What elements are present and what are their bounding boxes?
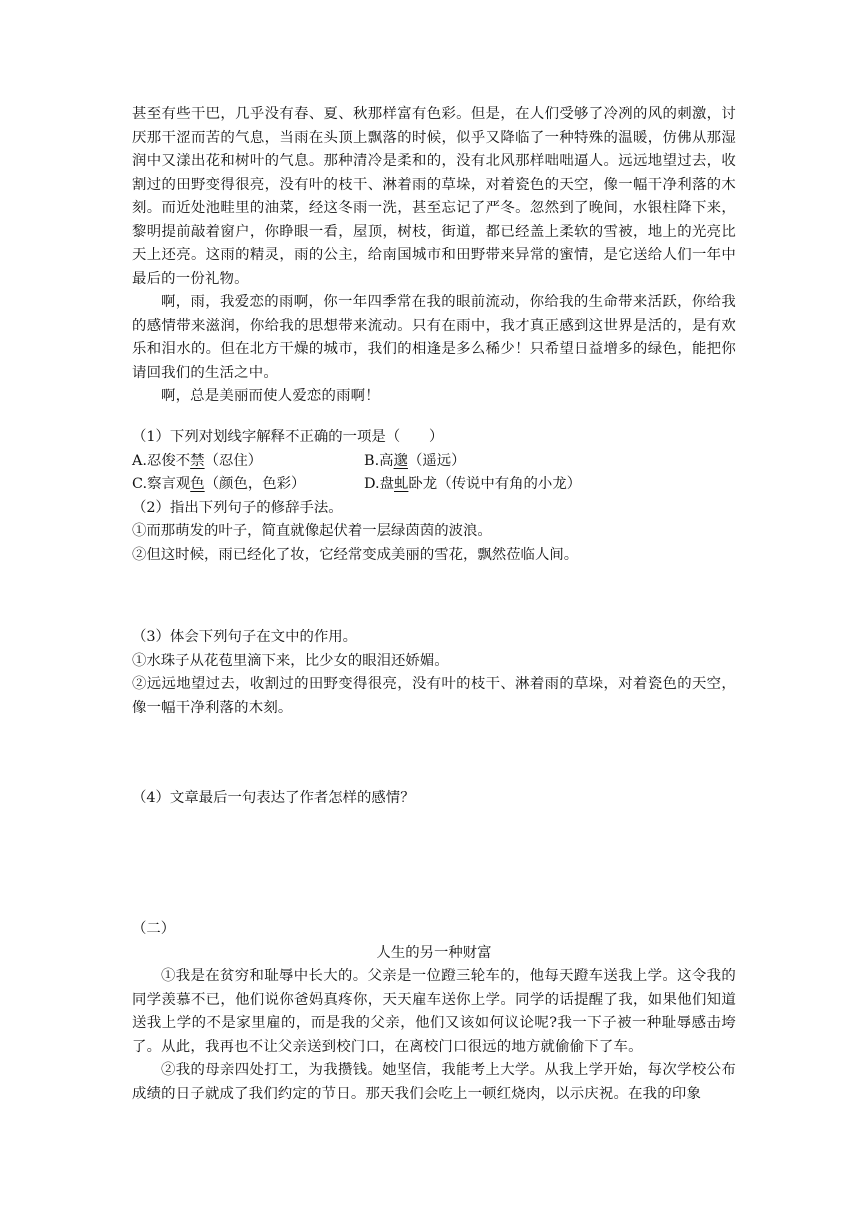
question-3 (132, 626, 736, 720)
question-2-sentence-2: ②但这时候，雨已经化了妆，它经常变成美丽的雪花，飘然莅临人间。 (132, 546, 579, 563)
option-d: D.盘虬卧龙（传说中有角的小龙） (364, 476, 582, 492)
paragraph-rain-love: 啊，雨，我爱恋的雨啊，你一年四季常在我的眼前流动，你给我的生命带来活跃，你给我的感情带来滋润，你给我的思想带来流动。只有在雨中，我才真正感到这世界是活的，是有欢乐和泪水的。但在北方干燥的城市，我们的相逢是多么稀少！只希望日益增多的绿色，能把你请回我们的生活之中。 (132, 294, 736, 381)
options-row-2 (132, 473, 736, 497)
question-1 (132, 426, 736, 567)
question-3-stem: （3）体会下列句子在文中的作用。 (132, 629, 358, 645)
option-b: B.高邈（遥远） (364, 452, 466, 469)
paragraph-1: ①我是在贫穷和耻辱中长大的。父亲是一位蹬三轮车的，他每天蹬车送我上学。这令我的同学羡慕不已，他们说你爸妈真疼你，天天雇车送你上学。同学的话提醒了我，如果他们知道送我上学的不是家里雇的，而是我的父亲，他们又该如何议论呢?我一下子被一种耻辱感击垮了。从此，我再也不让父亲送到校门口，在离校门口很远的地方就偷偷下了车。 (132, 968, 736, 1055)
question-1-stem: （1）下列对划线字解释不正确的一项是（ ） (132, 429, 444, 445)
question-3-sentence-1: ①水珠子从花苞里滴下来，比少女的眼泪还娇媚。 (132, 652, 449, 669)
passage-one (132, 103, 736, 409)
underlined-char-d: 虬 (394, 476, 409, 492)
paragraph-2: ②我的母亲四处打工，为我攒钱。她坚信，我能考上大学。从我上学开始，每次学校公布成绩的日子就成了我们约定的节日。那天我们会吃上一顿红烧肉，以示庆祝。在我的印象 (132, 1062, 736, 1102)
question-2-sentence-1: ①而那萌发的叶子，简直就像起伏着一层绿茵茵的波浪。 (132, 523, 492, 539)
question-4 (132, 787, 736, 811)
paragraph-continued: 甚至有些干巴，几乎没有春、夏、秋那样富有色彩。但是，在人们受够了冷冽的风的刺激，讨厌那干涩而苦的气息，当雨在头顶上飘落的时候，似乎又降临了一种特殊的温暖，仿佛从那湿润中又漾出花和树叶的气息。那种清冷是柔和的，没有北风那样咄咄逼人。远远地望过去，收割过的田野变得很亮，没有叶的枝干、淋着雨的草垛，对着瓷色的天空，像一幅干净利落的木刻。而近处池畦里的油菜，经这冬雨一洗，甚至忘记了严冬。忽然到了晚间，水银柱降下来，黎明提前敲着窗户，你睁眼一看，屋顶，树枝，街道，都已经盖上柔软的雪被，地上的光亮比天上还亮。这雨的精灵，雨的公主，给南国城市和田野带来异常的蜜情，是它送给人们一年中最后的一份礼物。 (132, 106, 736, 287)
question-3-sentence-2: ②远远地望过去，收割过的田野变得很亮，没有叶的枝干、淋着雨的草垛，对着瓷色的天空，像一幅干净利落的木刻。 (132, 676, 736, 716)
question-2-stem: （2）指出下列句子的修辞手法。 (132, 499, 343, 516)
section-number: （二） (132, 921, 176, 937)
passage-two (132, 918, 736, 1106)
option-c: C.察言观色（颜色，色彩） (132, 476, 306, 492)
underlined-char-a: 禁 (190, 452, 205, 469)
options-row-1 (132, 450, 736, 474)
question-4-stem: （4）文章最后一句表达了作者怎样的感情？ (132, 790, 415, 806)
passage-title: 人生的另一种财富 (376, 944, 492, 961)
paragraph-closing: 啊，总是美丽而使人爱恋的雨啊！ (161, 388, 380, 404)
underlined-char-c: 色 (190, 476, 205, 492)
underlined-char-b: 邈 (393, 452, 408, 469)
option-a: A.忍俊不禁（忍住） (132, 452, 263, 469)
